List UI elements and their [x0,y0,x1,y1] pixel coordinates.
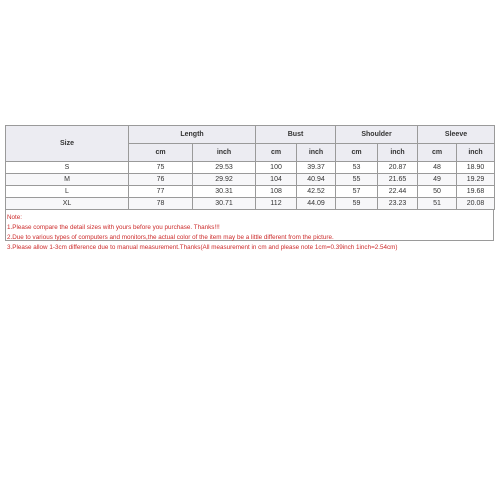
note-line: 3.Please allow 1-3cm difference due to manual measurement.Thanks(All measurement in cm and please note 1cm=0.39inch 1inch=2.54cm) [7,244,398,251]
table-cell: 23.23 [378,198,418,210]
table-row [6,186,495,198]
size-column-header: Size [6,126,129,162]
table-cell: 39.37 [297,162,336,174]
table-row [6,198,495,210]
table-cell: 22.44 [378,186,418,198]
notes-box [5,210,494,251]
table-cell: 21.65 [378,174,418,186]
table-cell: 77 [129,186,193,198]
table-cell: 40.94 [297,174,336,186]
table-cell: 42.52 [297,186,336,198]
unit-header: inch [457,144,495,162]
table-cell: 49 [418,174,457,186]
table-cell: 19.29 [457,174,495,186]
table-cell: 104 [256,174,297,186]
bust-header: Bust [256,126,336,144]
table-cell: 112 [256,198,297,210]
unit-header: inch [378,144,418,162]
table-cell: 53 [336,162,378,174]
size-table [5,125,495,210]
unit-header: inch [297,144,336,162]
table-cell: 59 [336,198,378,210]
unit-header: inch [193,144,256,162]
note-line: 1.Please compare the detail sizes with yours before you purchase. Thanks!!! [7,224,220,231]
table-row [6,174,495,186]
table-cell: 20.08 [457,198,495,210]
size-cell: XL [6,198,129,210]
table-cell: 20.87 [378,162,418,174]
note-line: 2.Due to various types of computers and monitors,the actual color of the item may be a little different from the picture. [7,234,334,241]
length-header: Length [129,126,256,144]
table-cell: 29.53 [193,162,256,174]
table-cell: 51 [418,198,457,210]
size-cell: L [6,186,129,198]
notes-heading: Note: [7,214,23,221]
table-cell: 44.09 [297,198,336,210]
table-cell: 48 [418,162,457,174]
table-cell: 100 [256,162,297,174]
table-cell: 57 [336,186,378,198]
table-cell: 75 [129,162,193,174]
unit-header: cm [129,144,193,162]
unit-header: cm [418,144,457,162]
unit-header: cm [256,144,297,162]
table-cell: 19.68 [457,186,495,198]
table-cell: 30.31 [193,186,256,198]
unit-header: cm [336,144,378,162]
table-cell: 76 [129,174,193,186]
size-cell: M [6,174,129,186]
table-cell: 55 [336,174,378,186]
table-cell: 29.92 [193,174,256,186]
size-chart [5,125,494,251]
group-header-row [6,126,495,144]
size-cell: S [6,162,129,174]
table-row [6,162,495,174]
table-cell: 50 [418,186,457,198]
sleeve-header: Sleeve [418,126,495,144]
shoulder-header: Shoulder [336,126,418,144]
table-cell: 108 [256,186,297,198]
table-cell: 18.90 [457,162,495,174]
table-cell: 30.71 [193,198,256,210]
table-cell: 78 [129,198,193,210]
